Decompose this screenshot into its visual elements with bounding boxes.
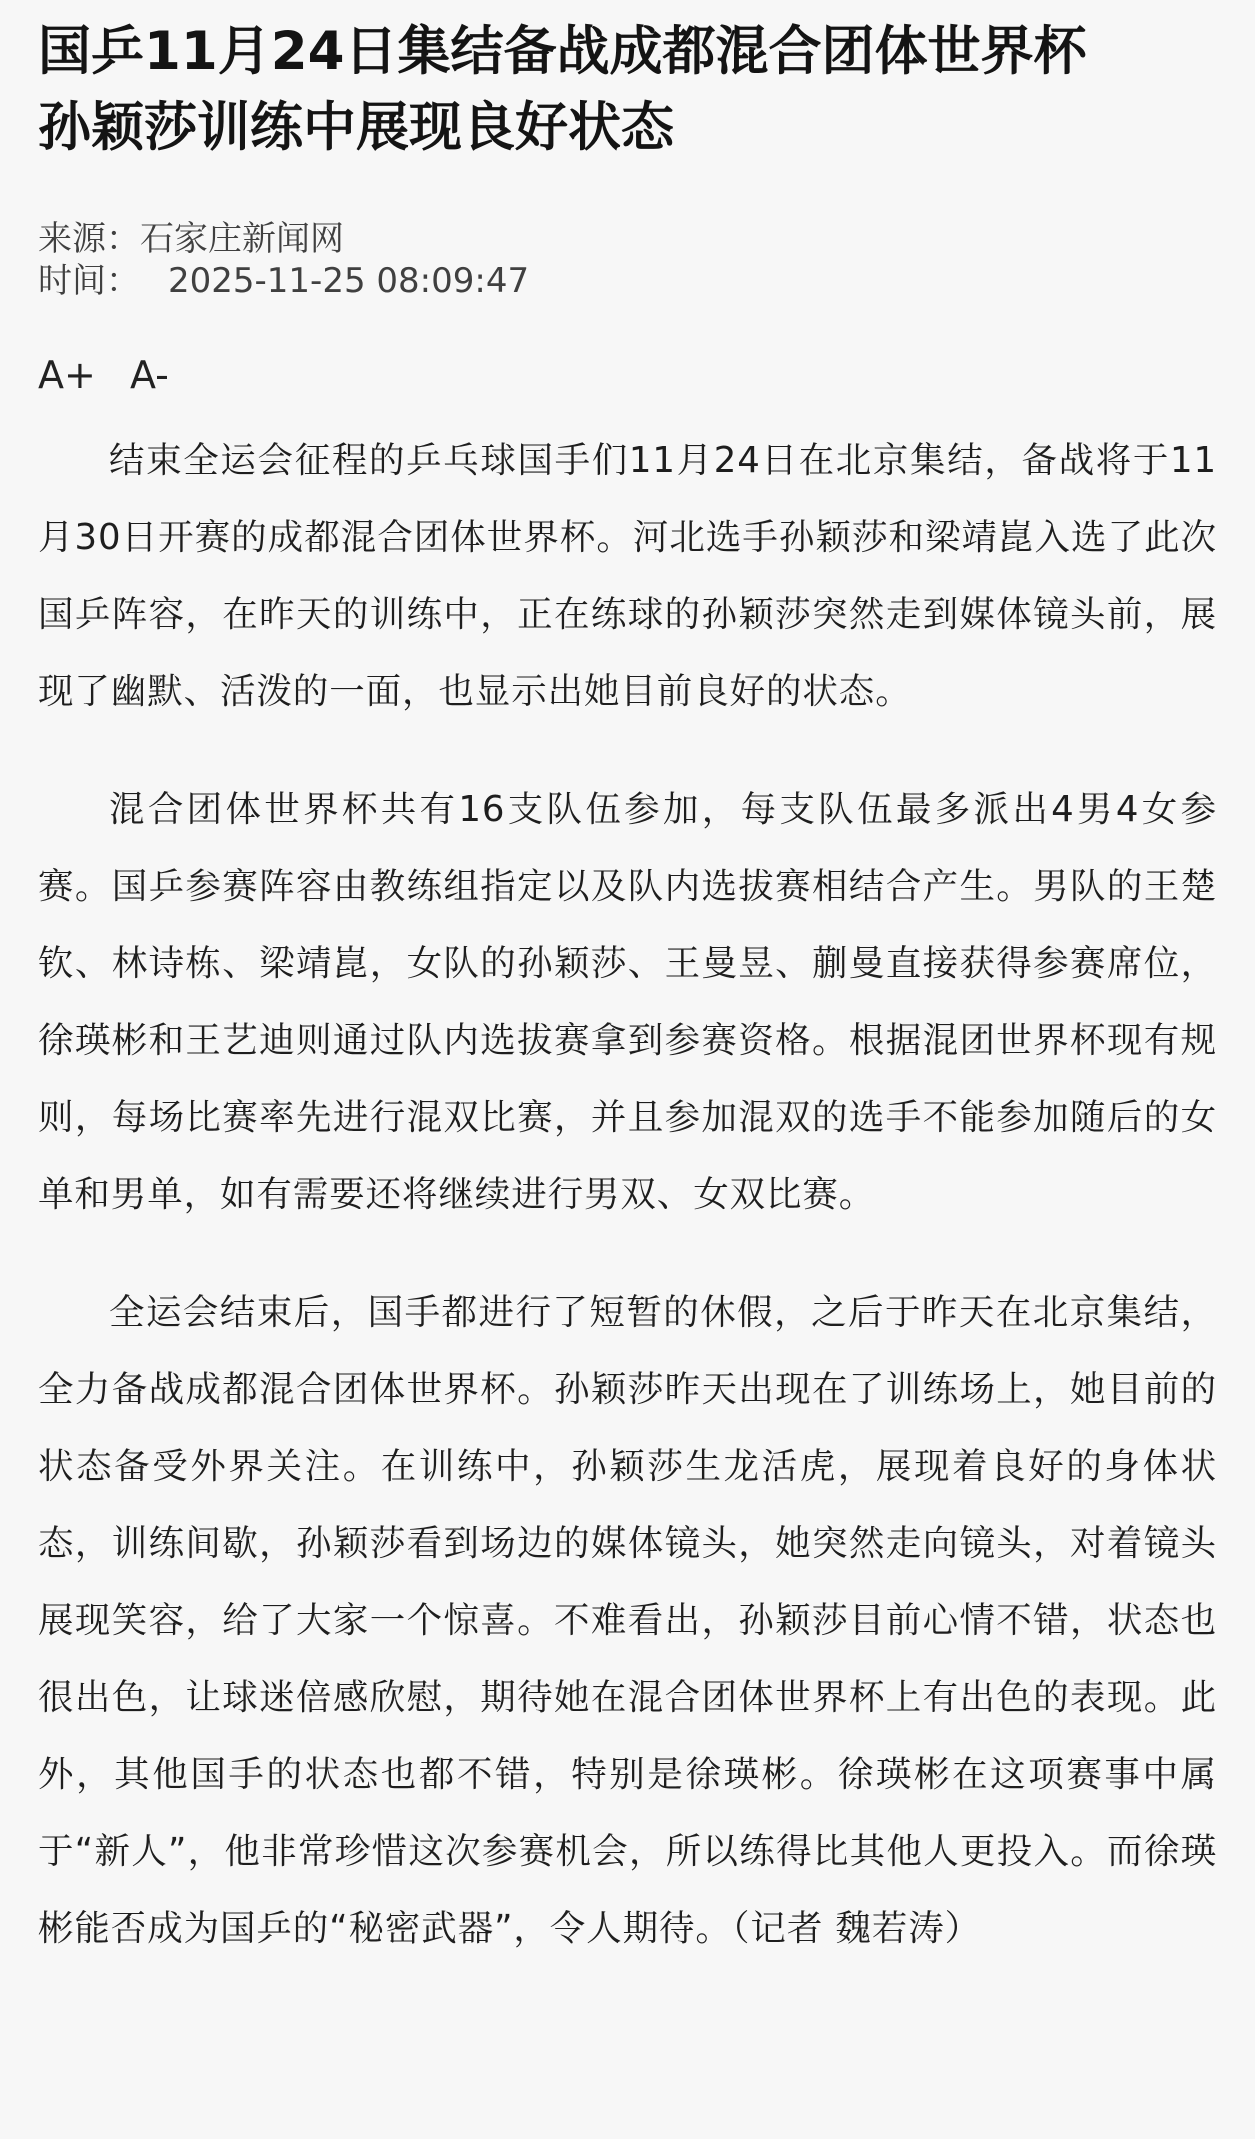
article-title-line-2: 孙颖莎训练中展现良好状态 (38, 97, 674, 158)
source-row (38, 218, 1217, 260)
time-row (38, 260, 1217, 302)
source-value: 石家庄新闻网 (140, 219, 344, 259)
article-title (38, 14, 1217, 166)
font-size-controls (38, 352, 1217, 398)
time-label: 时间： (38, 261, 140, 301)
decrease-font-button[interactable]: A- (129, 353, 169, 397)
source-label: 来源： (38, 219, 140, 259)
increase-font-button[interactable]: A+ (38, 353, 96, 397)
article-paragraph-2: 混合团体世界杯共有16支队伍参加，每支队伍最多派出4男4女参赛。国乒参赛阵容由教练组指定以及队内选拔赛相结合产生。男队的王楚钦、林诗栋、梁靖崑，女队的孙颖莎、王曼昱、蒯曼直接获得参赛席位，徐瑛彬和王艺迪则通过队内选拔赛拿到参赛资格。根据混团世界杯现有规则，每场比赛率先进行混双比赛，并且参加混双的选手不能参加随后的女单和男单，如有需要还将继续进行男双、女双比赛。 (38, 789, 1217, 1215)
publish-time: 2025-11-25 08:09:47 (168, 261, 530, 301)
article-paragraph-1: 结束全运会征程的乒乓球国手们11月24日在北京集结，备战将于11月30日开赛的成都混合团体世界杯。河北选手孙颖莎和梁靖崑入选了此次国乒阵容，在昨天的训练中，正在练球的孙颖莎突然走到媒体镜头前，展现了幽默、活泼的一面，也显示出她目前良好的状态。 (38, 440, 1217, 712)
article-body (38, 422, 1217, 1967)
article-meta (38, 218, 1217, 302)
article-title-line-1: 国乒11月24日集结备战成都混合团体世界杯 (38, 21, 1087, 82)
article-paragraph-3: 全运会结束后，国手都进行了短暂的休假，之后于昨天在北京集结，全力备战成都混合团体世界杯。孙颖莎昨天出现在了训练场上，她目前的状态备受外界关注。在训练中，孙颖莎生龙活虎，展现着良好的身体状态，训练间歇，孙颖莎看到场边的媒体镜头，她突然走向镜头，对着镜头展现笑容，给了大家一个惊喜。不难看出，孙颖莎目前心情不错，状态也很出色，让球迷倍感欣慰，期待她在混合团体世界杯上有出色的表现。此外，其他国手的状态也都不错，特别是徐瑛彬。徐瑛彬在这项赛事中属于“新人”，他非常珍惜这次参赛机会，所以练得比其他人更投入。而徐瑛彬能否成为国乒的“秘密武器”，令人期待。（记者 魏若涛） (38, 1292, 1217, 1949)
